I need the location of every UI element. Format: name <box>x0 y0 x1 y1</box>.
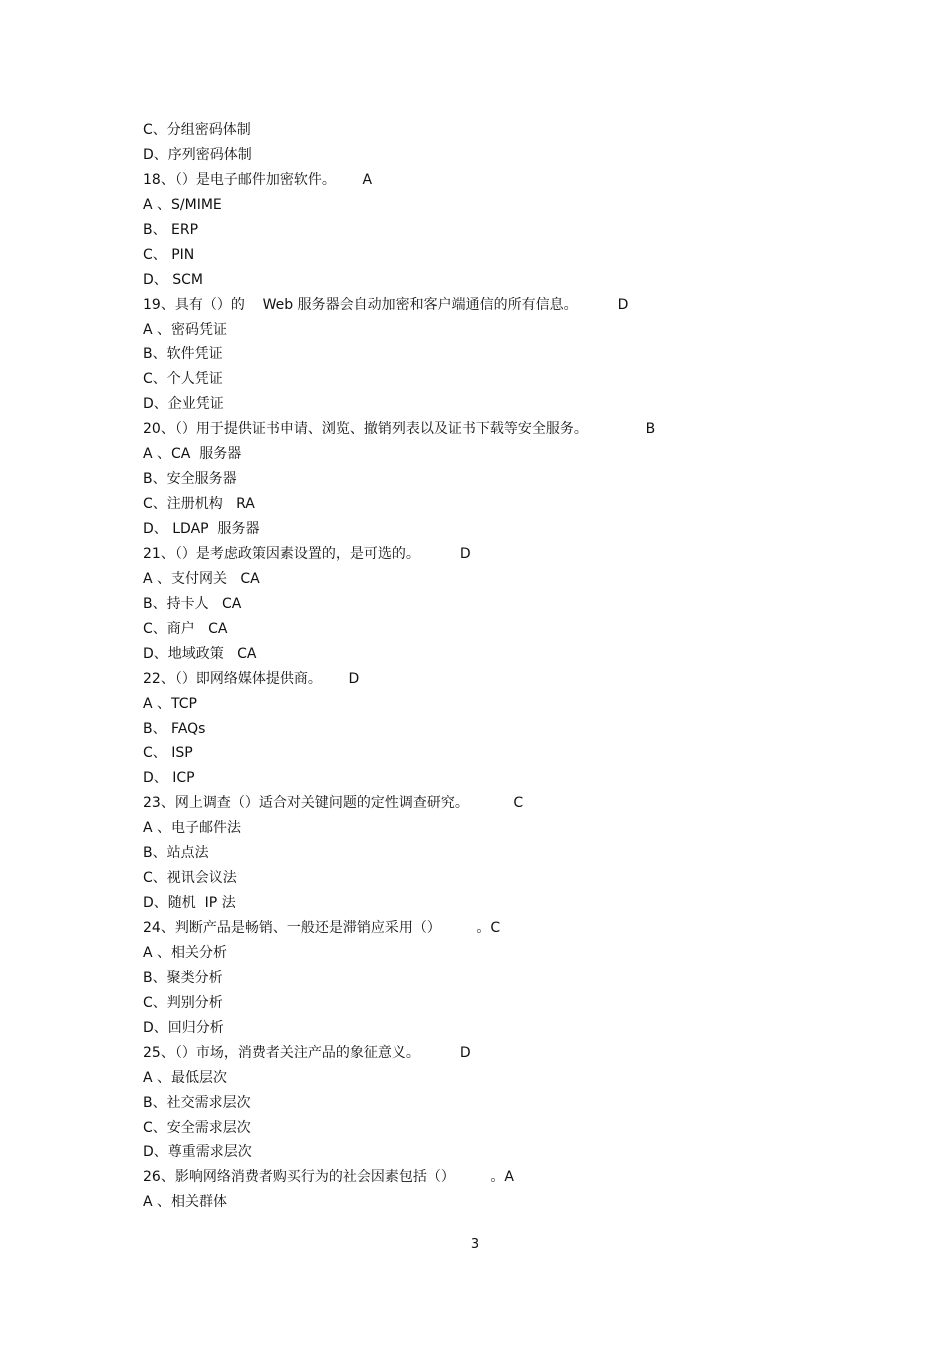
option-line: D、尊重需求层次 <box>143 1144 252 1161</box>
option-line: B、软件凭证 <box>143 346 223 363</box>
option-line: C、个人凭证 <box>143 371 223 388</box>
question-line: 24、判断产品是畅销、一般还是滞销应采用（） 。C <box>143 920 501 936</box>
option-line: D、序列密码体制 <box>143 146 252 163</box>
question-line: 21、（）是考虑政策因素设置的，是可选的。 D <box>143 545 471 562</box>
option-line: B、持卡人 CA <box>143 595 242 612</box>
option-line: A 、最低层次 <box>143 1069 228 1086</box>
option-line: D、 SCM <box>143 271 203 288</box>
option-line: C、商户 CA <box>143 620 228 637</box>
option-line: A 、CA 服务器 <box>143 446 242 463</box>
option-line: B、安全服务器 <box>143 471 237 488</box>
option-line: C、分组密码体制 <box>143 122 251 138</box>
option-line: C、安全需求层次 <box>143 1119 251 1136</box>
option-line: B、聚类分析 <box>143 969 223 986</box>
question-line: 22、（）即网络媒体提供商。 D <box>143 670 360 687</box>
question-line: 25、（）市场，消费者关注产品的象征意义。 D <box>143 1044 471 1061</box>
question-line: 20、（）用于提供证书申请、浏览、撤销列表以及证书下载等安全服务。 B <box>143 421 656 438</box>
option-line: B、 ERP <box>143 221 199 238</box>
question-list <box>143 118 783 1215</box>
option-line: D、 LDAP 服务器 <box>143 521 260 537</box>
option-line: B、社交需求层次 <box>143 1094 251 1111</box>
option-line: B、 FAQs <box>143 720 206 737</box>
option-line: B、站点法 <box>143 845 209 862</box>
option-line: D、地域政策 CA <box>143 645 257 662</box>
option-line: D、 ICP <box>143 770 195 787</box>
option-line: C、 PIN <box>143 246 195 263</box>
option-line: A 、TCP <box>143 695 197 712</box>
option-line: A 、相关群体 <box>143 1194 228 1211</box>
option-line: C、 ISP <box>143 745 193 762</box>
question-line: 18、（）是电子邮件加密软件。 A <box>143 171 373 188</box>
option-line: A 、支付网关 CA <box>143 570 260 587</box>
option-line: A 、密码凭证 <box>143 321 228 338</box>
page-number: 3 <box>470 1237 480 1252</box>
option-line: D、回归分析 <box>143 1019 224 1036</box>
option-line: C、注册机构 RA <box>143 496 255 513</box>
option-line: A 、电子邮件法 <box>143 820 242 837</box>
question-line: 26、影响网络消费者购买行为的社会因素包括（） 。A <box>143 1169 514 1186</box>
option-line: A 、S/MIME <box>143 196 222 213</box>
option-line: A 、相关分析 <box>143 944 228 961</box>
option-line: C、视讯会议法 <box>143 870 237 887</box>
question-line: 19、具有（）的 Web 服务器会自动加密和客户端通信的所有信息。 D <box>143 296 629 313</box>
option-line: C、判别分析 <box>143 994 223 1011</box>
option-line: D、企业凭证 <box>143 396 224 413</box>
option-line: D、随机 IP 法 <box>143 895 236 912</box>
question-line: 23、网上调查（）适合对关键问题的定性调查研究。 C <box>143 795 524 812</box>
